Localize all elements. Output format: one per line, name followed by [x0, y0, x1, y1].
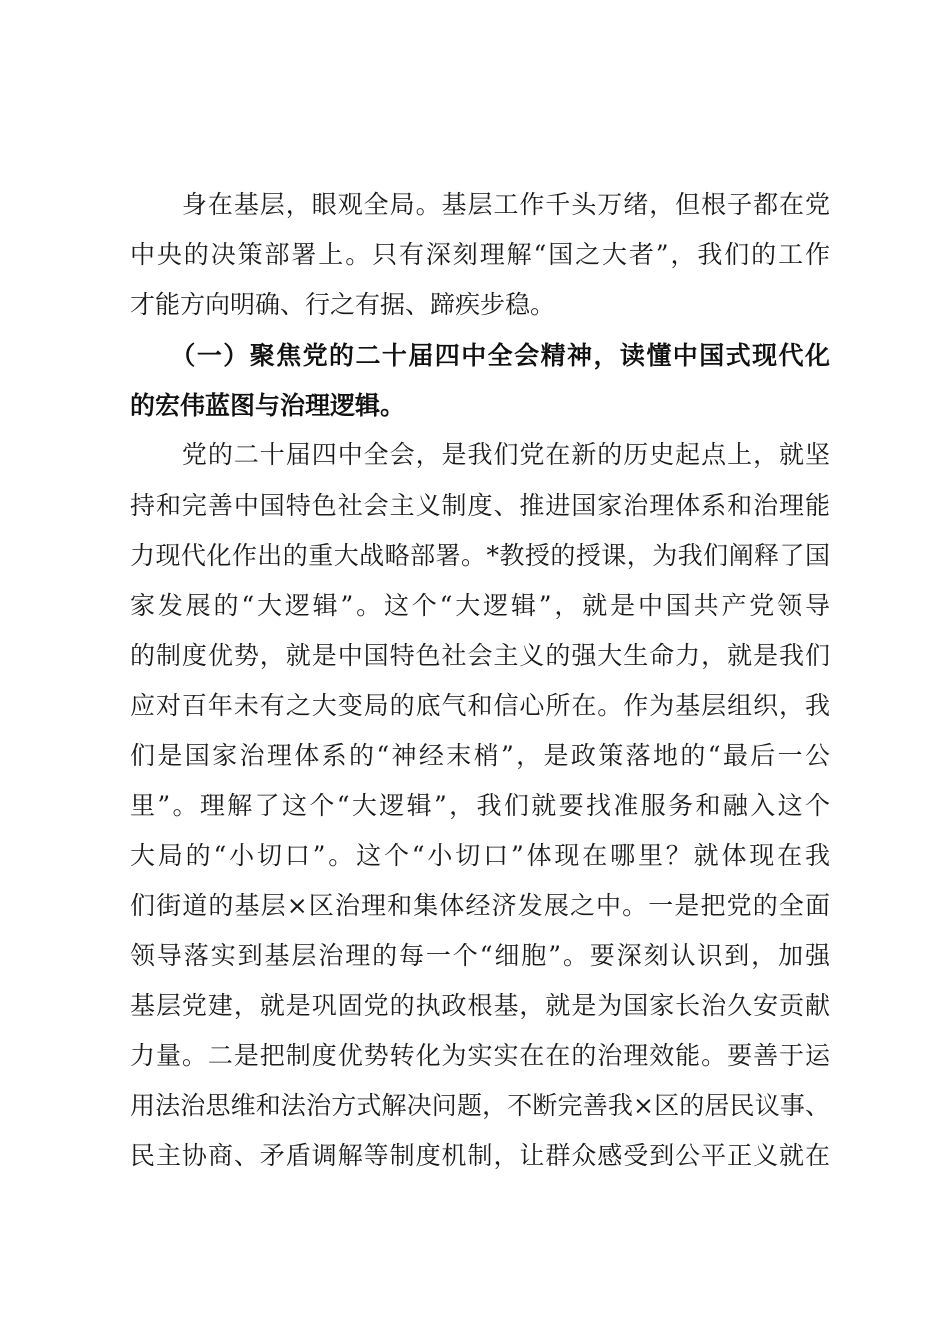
text-line: 力现代化作出的重大战略部署。*教授的授课，为我们阐释了国	[130, 541, 830, 570]
text-line: 里”。理解了这个“大逻辑”，我们就要找准服务和融入这个	[130, 791, 830, 820]
text-line: 党的二十届四中全会，是我们党在新的历史起点上，就坚	[130, 440, 830, 469]
text-line: 们街道的基层×区治理和集体经济发展之中。一是把党的全面	[130, 891, 830, 920]
text-line: 中央的决策部署上。只有深刻理解“国之大者”，我们的工作	[130, 240, 830, 269]
text-line: 力量。二是把制度优势转化为实实在在的治理效能。要善于运	[130, 1041, 830, 1070]
text-line: 家发展的“大逻辑”。这个“大逻辑”，就是中国共产党领导	[130, 591, 830, 620]
text-line: 民主协商、矛盾调解等制度机制，让群众感受到公平正义就在	[130, 1141, 830, 1170]
heading-line: （一）聚焦党的二十届四中全会精神，读懂中国式现代化	[130, 341, 830, 370]
text-line: 用法治思维和法治方式解决问题，不断完善我×区的居民议事、	[130, 1091, 830, 1120]
text-line: 领导落实到基层治理的每一个“细胞”。要深刻认识到，加强	[130, 941, 830, 970]
text-line: 身在基层，眼观全局。基层工作千头万绪，但根子都在党	[130, 190, 830, 219]
text-line: 应对百年未有之大变局的底气和信心所在。作为基层组织，我	[130, 691, 830, 720]
text-line: 的制度优势，就是中国特色社会主义的强大生命力，就是我们	[130, 641, 830, 670]
text-line: 才能方向明确、行之有据、蹄疾步稳。	[130, 290, 556, 319]
text-line: 们是国家治理体系的“神经末梢”，是政策落地的“最后一公	[130, 741, 830, 770]
text-line: 持和完善中国特色社会主义制度、推进国家治理体系和治理能	[130, 491, 830, 520]
text-line: 大局的“小切口”。这个“小切口”体现在哪里？就体现在我	[130, 841, 830, 870]
text-line: 基层党建，就是巩固党的执政根基，就是为国家长治久安贡献	[130, 991, 830, 1020]
heading-line: 的宏伟蓝图与治理逻辑。	[130, 391, 406, 420]
